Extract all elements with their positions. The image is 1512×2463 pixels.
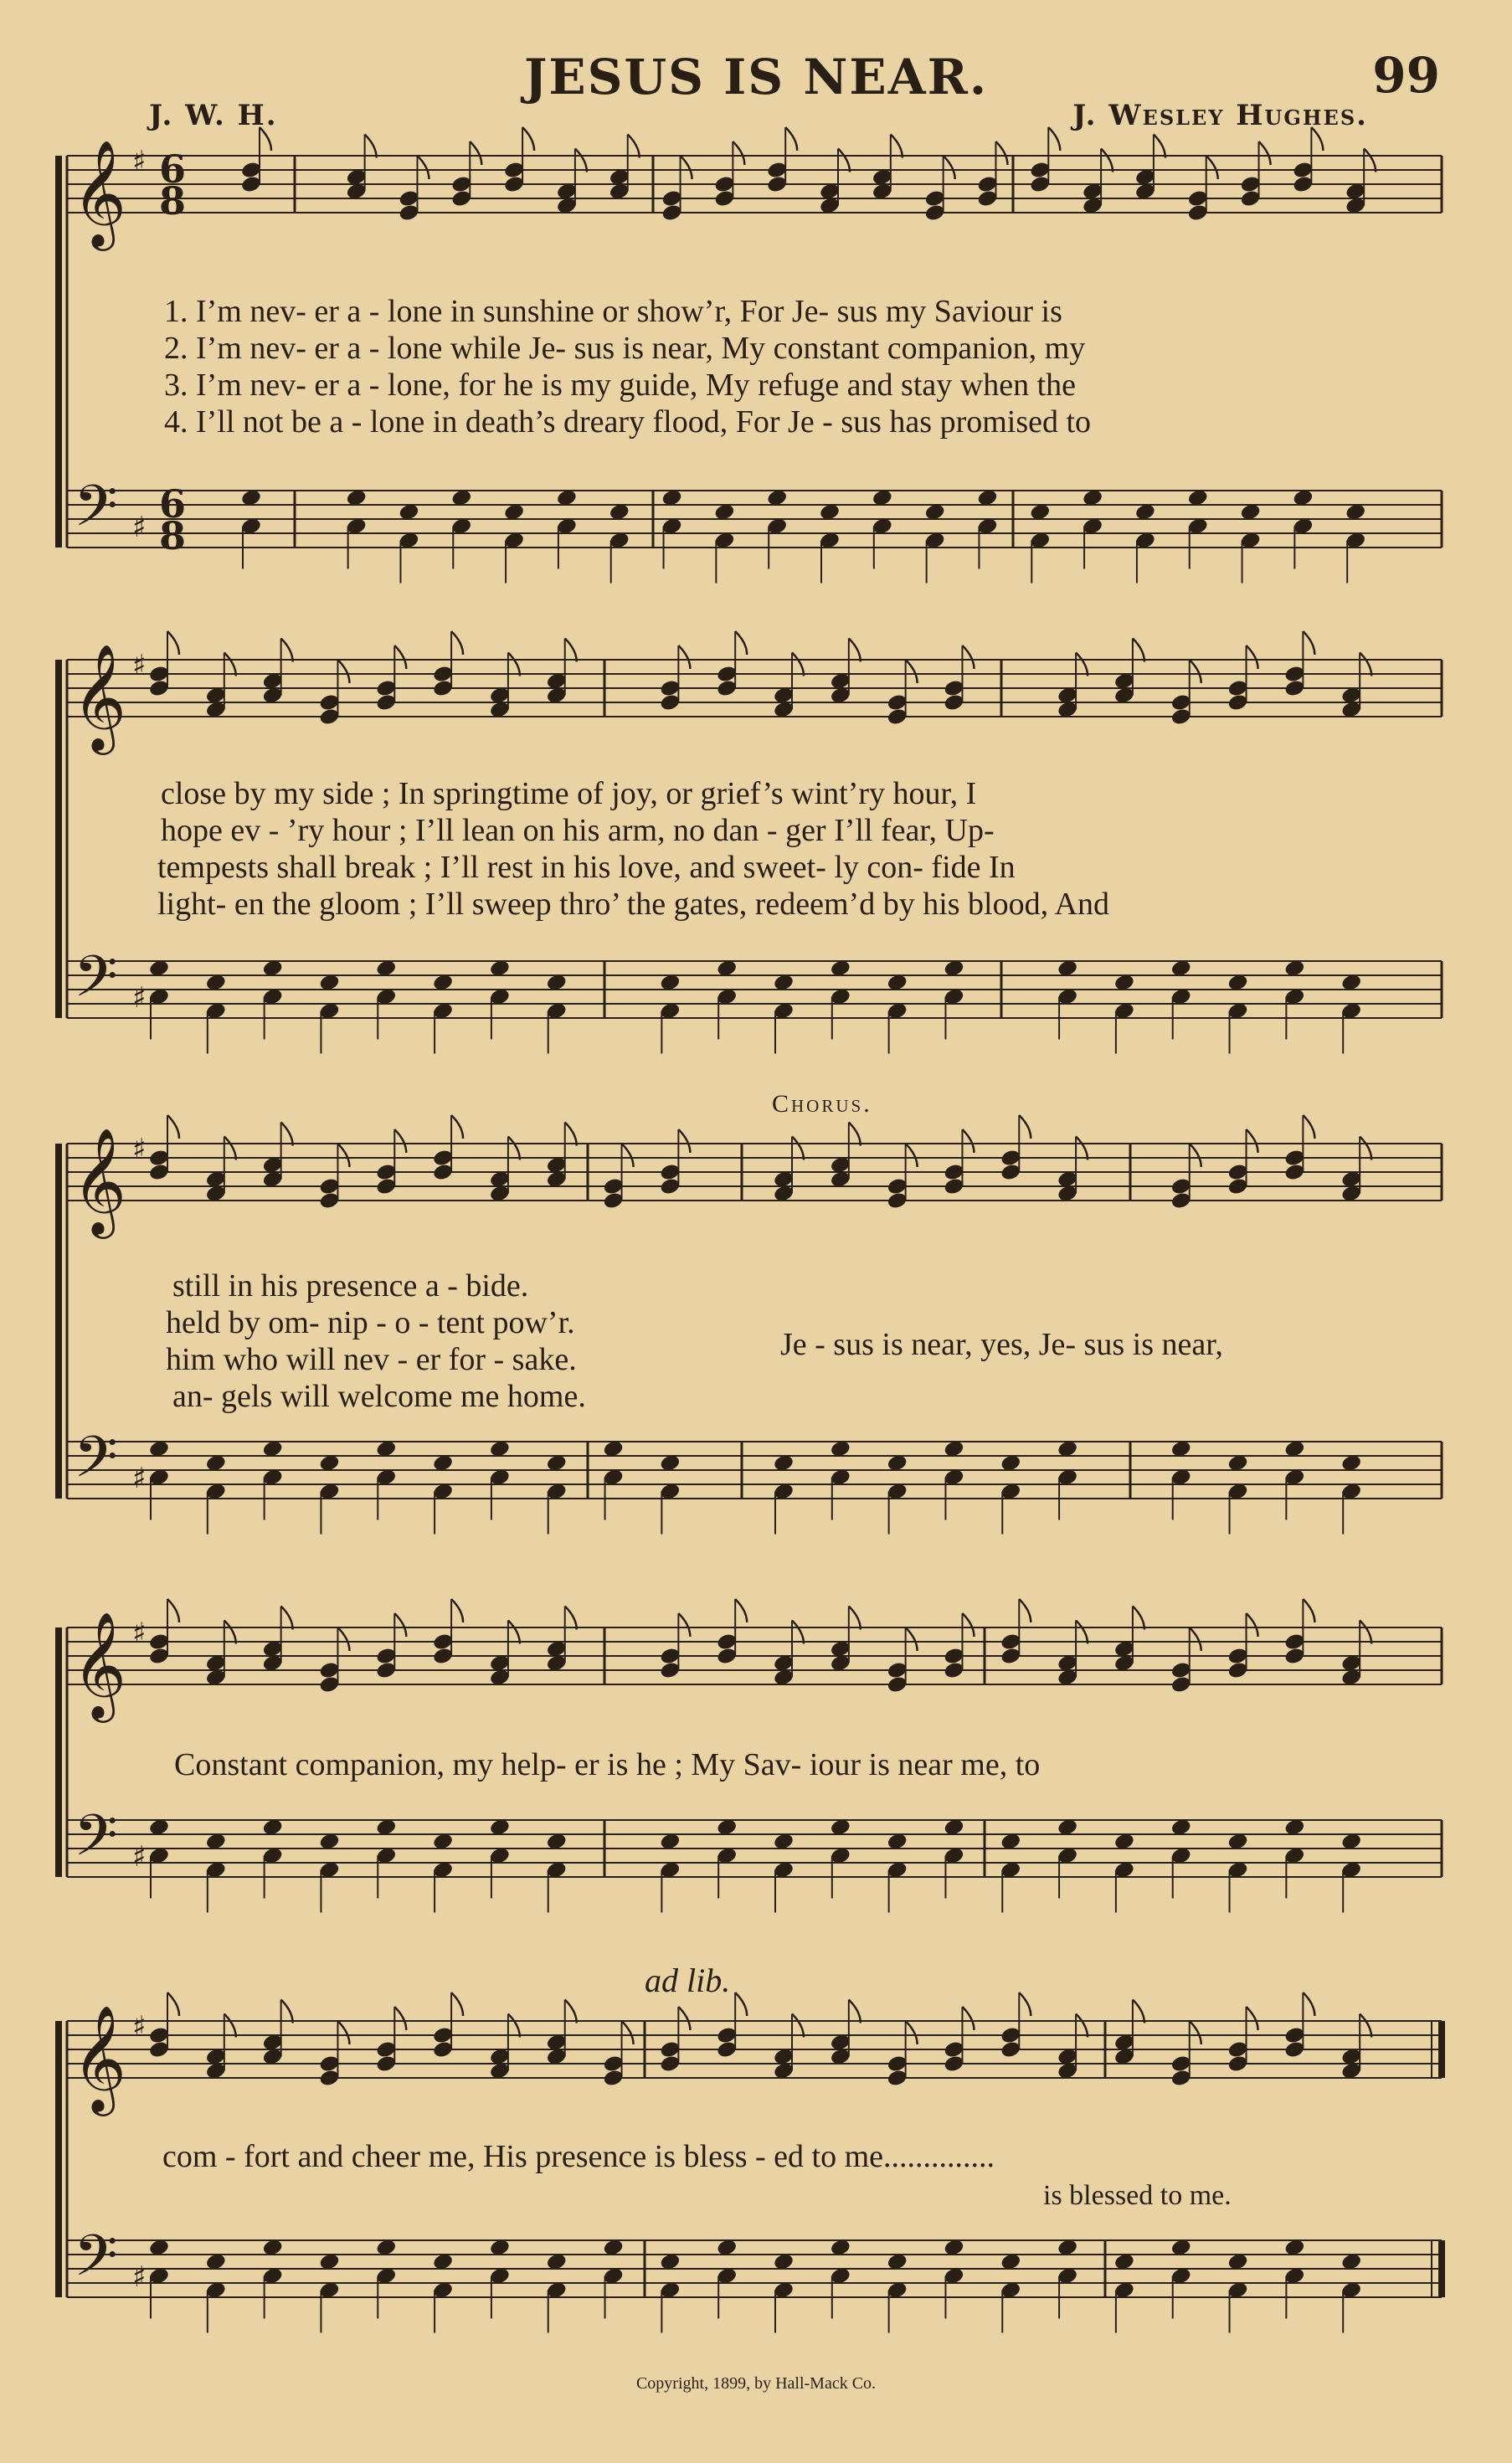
note-flag <box>1133 1607 1144 1630</box>
lyric-line: hope ev - ’ry hour ; I’ll lean on his arm, no dan - ger I’ll fear, Up- <box>161 813 995 848</box>
treble-clef-icon: 𝄞 <box>72 2004 127 2111</box>
system-bracket <box>55 1627 62 1877</box>
note-flag <box>394 1129 406 1153</box>
tempo-direction: ad lib. <box>645 1962 731 1999</box>
system-bracket <box>55 660 62 1018</box>
note-flag <box>1190 1627 1201 1651</box>
note-flag <box>451 631 463 655</box>
time-signature-denominator: 8 <box>159 513 187 558</box>
lyric-line: light- en the gloom ; I’ll sweep thro’ the gates, redeem’d by his blood, And <box>157 887 1109 922</box>
note-flag <box>1133 639 1144 662</box>
note-flag <box>394 645 406 669</box>
treble-clef-icon: 𝄞 <box>72 139 127 246</box>
note-flag <box>849 639 861 662</box>
lyric-line: still in his presence a - bide. <box>172 1268 529 1303</box>
note-flag <box>508 1621 520 1644</box>
note-flag <box>337 1627 349 1651</box>
sharp-icon: ♯ <box>132 981 147 1015</box>
note-flag <box>1360 2014 1371 2038</box>
note-flag <box>1154 135 1165 158</box>
note-flag <box>792 653 804 676</box>
note-flag <box>1048 127 1060 151</box>
note-flag <box>451 1115 463 1139</box>
note-flag <box>962 645 974 669</box>
lyric-line: close by my side ; In springtime of joy, or grief’s wint’ry hour, I <box>161 776 977 811</box>
note-flag <box>565 639 577 662</box>
final-barline-thick <box>1438 2240 1445 2297</box>
note-flag <box>906 1144 918 1167</box>
note-flag <box>508 653 520 676</box>
note-flag <box>678 645 690 669</box>
note-flag <box>1019 1599 1031 1622</box>
note-flag <box>962 2007 974 2030</box>
sharp-icon: ♯ <box>132 511 147 544</box>
lyric-line: an- gels will welcome me home. <box>172 1379 586 1414</box>
lyric-line: 1. I’m nev- er a - lone in sunshine or show’r, For Je- sus my Saviour is <box>164 294 1062 329</box>
note-flag <box>1190 2021 1201 2044</box>
note-flag <box>1206 156 1218 179</box>
lyric-line: 3. I’m nev- er a - lone, for he is my guide, My refuge and stay when the <box>164 368 1076 403</box>
note-flag <box>565 1607 577 1630</box>
note-flag <box>167 631 179 655</box>
note-flag <box>1019 1993 1031 2016</box>
sharp-icon: ♯ <box>132 1462 147 1495</box>
note-flag <box>622 1144 634 1167</box>
lyric-line: tempests shall break ; I’ll rest in his love, and sweet- ly con- fide In <box>157 850 1016 885</box>
note-flag <box>1019 1115 1031 1139</box>
note-flag <box>962 1129 974 1153</box>
note-flag <box>224 1621 236 1644</box>
note-flag <box>565 2000 577 2023</box>
note-flag <box>167 1993 179 2016</box>
note-flag <box>1076 1621 1088 1644</box>
note-flag <box>678 2007 690 2030</box>
note-flag <box>1303 1599 1314 1622</box>
note-flag <box>995 141 1007 165</box>
sharp-icon: ♯ <box>132 1617 147 1650</box>
bass-clef-icon: 𝄢 <box>74 2224 118 2303</box>
note-flag <box>1190 660 1201 683</box>
note-flag <box>1364 149 1376 172</box>
bass-clef-icon: 𝄢 <box>74 1803 118 1883</box>
note-flag <box>678 1613 690 1637</box>
system-bracket <box>55 1144 62 1499</box>
note-flag <box>849 2000 861 2023</box>
note-flag <box>628 135 640 158</box>
note-flag <box>1303 1993 1314 2016</box>
note-flag <box>281 2000 293 2023</box>
copyright-notice: Copyright, 1899, by Hall-Mack Co. <box>635 2374 877 2393</box>
bass-clef-icon: 𝄢 <box>74 1425 118 1504</box>
alt-lyric-line: is blessed to me. <box>1043 2180 1232 2211</box>
note-flag <box>337 2021 349 2044</box>
lyricist-credit: J. W. H. <box>149 99 278 132</box>
note-flag <box>224 2014 236 2038</box>
note-flag <box>365 135 377 158</box>
hymn-title: JESUS IS NEAR. <box>523 49 989 105</box>
note-flag <box>1247 1613 1258 1637</box>
note-flag <box>735 1993 747 2016</box>
note-flag <box>451 1599 463 1622</box>
note-flag <box>735 1599 747 1622</box>
note-flag <box>1303 1115 1314 1139</box>
note-flag <box>1247 1129 1258 1153</box>
note-flag <box>681 156 692 179</box>
bass-clef-icon: 𝄢 <box>74 944 118 1024</box>
note-flag <box>1133 2000 1144 2023</box>
note-flag <box>1360 653 1371 676</box>
note-flag <box>735 631 747 655</box>
composer-credit: J. Wesley Hughes. <box>1072 99 1368 132</box>
note-flag <box>508 2014 520 2038</box>
note-flag <box>792 1621 804 1644</box>
note-flag <box>1303 631 1314 655</box>
time-signature-numerator: 6 <box>159 481 187 527</box>
note-flag <box>281 1123 293 1146</box>
note-flag <box>451 1993 463 2016</box>
lyric-line: com - fort and cheer me, His presence is bless - ed to me.............. <box>162 2139 995 2174</box>
note-flag <box>962 1613 974 1637</box>
note-flag <box>394 1613 406 1637</box>
final-barline-thick <box>1438 2021 1445 2078</box>
lyric-line: him who will nev - er for - sake. <box>166 1342 577 1377</box>
note-flag <box>281 639 293 662</box>
lyric-line: 2. I’m nev- er a - lone while Je- sus is near, My constant companion, my <box>164 331 1086 366</box>
note-flag <box>394 2007 406 2030</box>
note-flag <box>792 1137 804 1160</box>
note-flag <box>1360 1621 1371 1644</box>
note-flag <box>849 1123 861 1146</box>
note-flag <box>1247 645 1258 669</box>
note-flag <box>260 127 271 151</box>
note-flag <box>785 127 797 151</box>
note-flag <box>906 660 918 683</box>
lyric-line: Constant companion, my help- er is he ; My Sav- iour is near me, to <box>174 1747 1041 1782</box>
note-flag <box>838 149 850 172</box>
note-flag <box>1076 1137 1088 1160</box>
treble-clef-icon: 𝄞 <box>72 1127 127 1234</box>
system-bracket <box>55 156 62 548</box>
lyric-line: 4. I’ll not be a - lone in death’s dreary flood, For Je - sus has promised to <box>164 404 1092 440</box>
note-flag <box>1190 1144 1201 1167</box>
note-flag <box>167 1115 179 1139</box>
note-flag <box>337 1144 349 1167</box>
note-flag <box>281 1607 293 1630</box>
note-flag <box>1311 127 1323 151</box>
note-flag <box>792 2014 804 2038</box>
chorus-label: Chorus. <box>772 1090 872 1118</box>
lyric-line: held by om- nip - o - tent pow’r. <box>166 1305 575 1340</box>
note-flag <box>565 1123 577 1146</box>
note-flag <box>944 156 955 179</box>
note-flag <box>1101 149 1113 172</box>
note-flag <box>224 653 236 676</box>
note-flag <box>167 1599 179 1622</box>
sharp-icon: ♯ <box>132 649 147 682</box>
note-flag <box>1076 2014 1088 2038</box>
note-flag <box>1360 1137 1371 1160</box>
note-flag <box>522 127 534 151</box>
note-flag <box>508 1137 520 1160</box>
note-flag <box>1247 2007 1258 2030</box>
treble-clef-icon: 𝄞 <box>72 643 127 750</box>
time-signature-numerator: 6 <box>159 147 187 192</box>
note-flag <box>1259 141 1271 165</box>
note-flag <box>224 1137 236 1160</box>
note-flag <box>849 1607 861 1630</box>
chorus-lyric-line: Je - sus is near, yes, Je- sus is near, <box>780 1327 1223 1362</box>
sharp-icon: ♯ <box>132 1133 147 1166</box>
system-bracket <box>55 2021 62 2297</box>
treble-clef-icon: 𝄞 <box>72 1611 127 1718</box>
sharp-icon: ♯ <box>132 2010 147 2044</box>
bass-clef-icon: 𝄢 <box>74 474 118 553</box>
sharp-icon: ♯ <box>132 2260 147 2294</box>
note-flag <box>1076 653 1088 676</box>
note-flag <box>417 156 429 179</box>
note-flag <box>470 141 481 165</box>
note-flag <box>575 149 587 172</box>
note-flag <box>337 660 349 683</box>
note-flag <box>906 1627 918 1651</box>
time-signature-denominator: 8 <box>159 178 187 224</box>
note-flag <box>678 1129 690 1153</box>
note-flag <box>622 2021 634 2044</box>
note-flag <box>891 135 903 158</box>
sharp-icon: ♯ <box>132 1840 147 1874</box>
sharp-icon: ♯ <box>132 145 147 178</box>
note-flag <box>906 2021 918 2044</box>
page-number: 99 <box>1372 47 1440 104</box>
note-flag <box>733 141 744 165</box>
